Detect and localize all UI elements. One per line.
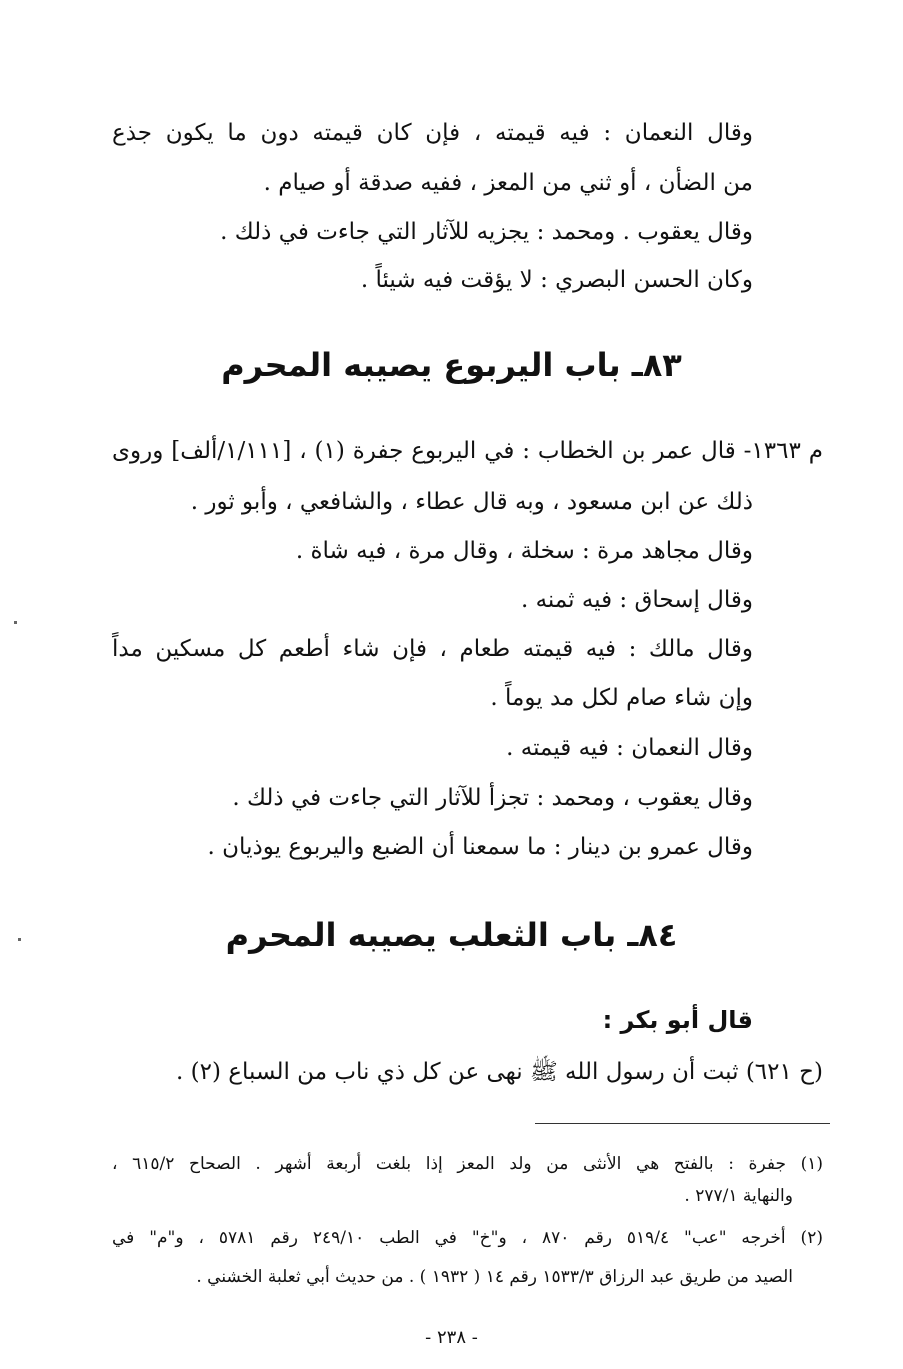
footnote-divider <box>535 1123 830 1124</box>
text-line: وقال مجاهد مرة : سخلة ، وقال مرة ، فيه شاة . <box>295 538 753 564</box>
text-line: وكان الحسن البصري : لا يؤقت فيه شيئاً . <box>360 267 753 293</box>
text-line: وقال مالك : فيه قيمته طعام ، فإن شاء أطعم كل مسكين مداً <box>112 636 753 662</box>
text-line: وإن شاء صام لكل مد يوماً . <box>490 685 753 711</box>
text-line: وقال عمرو بن دينار : ما سمعنا أن الضبع واليربوع يوذيان . <box>207 834 753 860</box>
footnote-2-continuation: الصيد من طريق عبد الرزاق ١٥٣٣/٣ رقم ١٤ ( ١٩٣٢ ) . من حديث أبي ثعلبة الخشني . <box>196 1267 793 1287</box>
text-line-numbered: م ١٣٦٣- قال عمر بن الخطاب : في اليربوع جفرة (١) ، [١/١١١/ألف] وروى <box>112 438 823 464</box>
text-line: من الضأن ، أو ثني من المعز ، ففيه صدقة أو صيام . <box>263 170 753 196</box>
footnote-1-continuation: والنهاية ٢٧٧/١ . <box>684 1186 793 1206</box>
text-line: وقال يعقوب . ومحمد : يجزيه للآثار التي جاءت في ذلك . <box>220 219 753 245</box>
text-line: ذلك عن ابن مسعود ، وبه قال عطاء ، والشافعي ، وأبو ثور . <box>190 489 753 515</box>
chapter-heading-84: ٨٤ـ باب الثعلب يصيبه المحرم <box>225 916 678 954</box>
text-line: وقال النعمان : فيه قيمته . <box>506 735 753 761</box>
text-line: وقال إسحاق : فيه ثمنه . <box>520 587 753 613</box>
scan-speck <box>14 621 17 624</box>
chapter-heading-83: ٨٣ـ باب اليربوع يصيبه المحرم <box>221 346 682 384</box>
scan-speck <box>18 938 21 941</box>
text-line: وقال يعقوب ، ومحمد : تجزأ للآثار التي جاءت في ذلك . <box>232 785 753 811</box>
page-number: - ٢٣٨ - <box>425 1327 478 1348</box>
footnote-2: (٢) أخرجه "عب" ٥١٩/٤ رقم ٨٧٠ ، و"خ" في الطب ٢٤٩/١٠ رقم ٥٧٨١ ، و"م" في <box>112 1228 823 1248</box>
hadith-line: (ح ٦٢١) ثبت أن رسول الله ﷺ نهى عن كل ذي ناب من السباع (٢) . <box>176 1059 823 1085</box>
text-line: وقال النعمان : فيه قيمته ، فإن كان قيمته دون ما يكون جذع <box>112 120 753 146</box>
speaker-label: قال أبو بكر : <box>602 1006 753 1034</box>
footnote-1: (١) جفرة : بالفتح هي الأنثى من ولد المعز إذا بلغت أربعة أشهر . الصحاح ٦١٥/٢ ، <box>112 1154 823 1174</box>
